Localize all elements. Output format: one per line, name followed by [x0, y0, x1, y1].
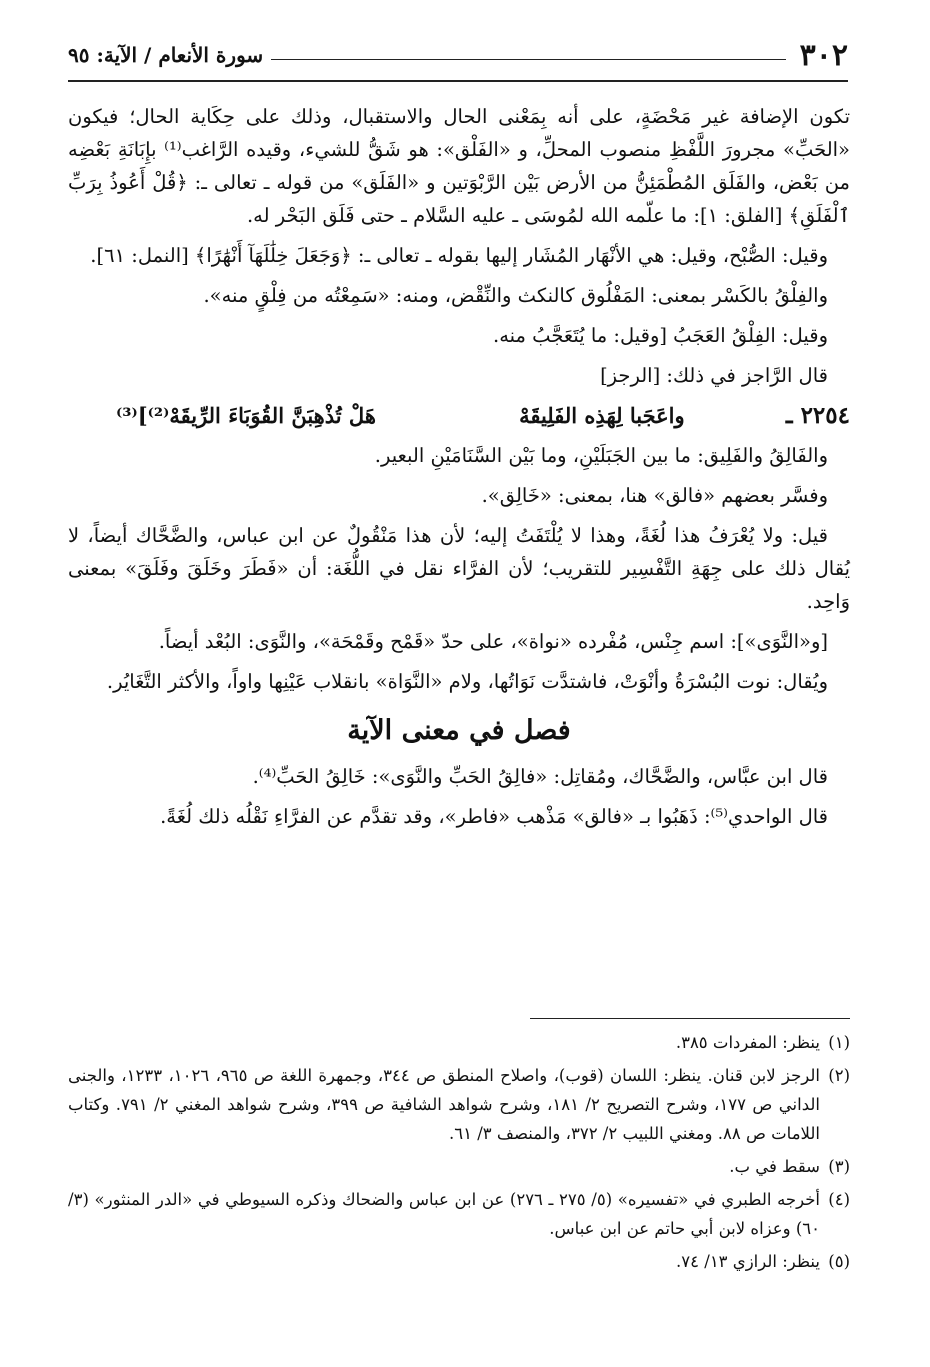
footnote-number: (٢)	[828, 1066, 850, 1085]
poem-second-hemistich: هَلْ تُذْهِبَنَّ القُوَبَاءَ الرِّيقَهْ⁽²⁾]⁽³⁾	[115, 403, 376, 428]
paragraph: قال الواحدي⁽⁵⁾: ذَهَبُوا بـ «فالق» مَذْهب «فاطر»، وقد تقدَّم عن الفرَّاءِ نَقْلُه ذلك لُغَةً.	[160, 805, 828, 828]
footnote-divider	[530, 1018, 850, 1019]
paragraph: وقيل: الفِلْقُ العَجَبُ [وقيل: ما يُتَعَجَّبُ منه.	[493, 324, 828, 347]
footnote	[68, 1185, 850, 1243]
paragraph: والفَالِقُ والفَلِيق: ما بين الجَبَلَيْنِ، وما بَيْن السَّنَامَيْنِ البعير.	[374, 444, 828, 467]
main-text	[68, 100, 850, 840]
running-header	[68, 38, 848, 72]
paragraph: وفسَّر بعضهم «فالق» هنا، بمعنى: «خَالِق».	[481, 484, 828, 507]
section-heading: فصل في معنى الآية	[347, 715, 571, 746]
footnote	[68, 1028, 850, 1057]
header-divider	[68, 80, 848, 82]
footnote	[68, 1061, 850, 1148]
footnote-text: ينظر: الرازي ١٣/ ٧٤.	[676, 1252, 820, 1271]
footnote-number: (٣)	[828, 1157, 850, 1176]
header-rule	[271, 59, 786, 60]
paragraph: تكون الإضافة غير مَحْضَةٍ، على أنه بِمَعْنى الحال والاستقبال، وذلك على حِكَاية الحال؛ فيكون «الحَبِّ» مجرورَ اللَّفْظِ منصوب المحلِّ، و «الفَلْق»: هو شَقُّ للشيء، وقيده الرَّاغب⁽¹⁾ بإِبَانَةِ بَعْضِه من بَعْض، والفَلَق المُطْمَئِنُّ من الأرض بَيْن الرَّبْوَتين و «الفَلَق» من قوله ـ تعالى ـ: ﴿قُلْ أَعُوذُ بِرَبِّ ٱلْفَلَقِ﴾ [الفلق: ١]: ما علّمه الله لمُوسَى ـ عليه السَّلام ـ حتى فَلَق البَحْر له.	[68, 105, 850, 227]
poem-verse	[68, 399, 850, 433]
footnote-number: (٥)	[828, 1252, 850, 1271]
paragraph: والفِلْقُ بالكَسْر بمعنى: المَفْلُوق كالنكث والنِّقْض، ومنه: «سَمِعْتُه من فِلْقٍ منه».	[203, 284, 828, 307]
paragraph: وقيل: الصُّبْح، وقيل: هي الأنْهَار المُشَار إليها بقوله ـ تعالى ـ: ﴿وَجَعَلَ خِلَٰلَهَآ أَنْهَٰرًا﴾ [النمل: ٦١].	[90, 244, 828, 267]
poem-first-hemistich: واعَجَبا لِهَذِه الفَلِيقَهْ	[519, 403, 685, 428]
page-number: ٣٠٢	[799, 37, 848, 73]
paragraph: ويُقال: نوت البُسْرَةُ وأنْوَتْ، فاشتدَّت نَوَاتُها، ولام «النَّوَاة» بانقلاب عَيْنِها واواً، والأكثر التَّغَايُر.	[106, 670, 828, 693]
footnote-text: الرجز لابن قنان. ينظر: اللسان (قوب)، واصلاح المنطق ص ٣٤٤، وجمهرة اللغة ص ٩٦٥، ١٠٢٦، ١٢٣٣، والجنى الداني ص ١٧٧، وشرح التصريح ٢/ ١٨١، وشرح شواهد الشافية ص ٣٩٩، وشرح شواهد المغني ٢/ ٧٩١. وكتاب اللامات ص ٨٨. ومغني اللبيب ٢/ ٣٧٢، والمنصف ٣/ ٦١.	[68, 1066, 821, 1143]
paragraph: قيل: ولا يُعْرَفُ هذا لُغَةً، وهذا لا يُلْتَفَتُ إليه؛ لأن هذا مَنْقُولٌ عن ابن عباس، والضَّحَّاك أيضاً، لا يُقال ذلك على جِهَةِ التَّفْسِير للتقريب؛ لأن الفرَّاء نقل في اللُّغَة: أن «فَطَرَ وخَلَقَ وفَلَقَ» بمعنى وَاحِد.	[68, 524, 850, 613]
footnote	[68, 1247, 850, 1276]
footnote-text: أخرجه الطبري في «تفسيره» (٥/ ٢٧٥ ـ ٢٧٦) عن ابن عباس والضحاك وذكره السيوطي في «الدر المنثور» (٣/ ٦٠) وعزاه لابن أبي حاتم عن ابن عباس.	[68, 1190, 821, 1238]
footnote-number: (٤)	[828, 1190, 850, 1209]
paragraph: قال ابن عبَّاس، والضَّحَّاك، ومُقاتِل: «فالِقُ الحَبِّ والنَّوَى»: خَالِقُ الحَبِّ⁽⁴⁾.	[252, 765, 828, 788]
paragraph: [و«النَّوَى»]: اسم جِنْس، مُفْرده «نواة»، على حدّ «قَمْح وقَمْحَة»، والنَّوَى: البُعْد أيضاً.	[158, 630, 828, 653]
footnote-text: سقط في ب.	[729, 1157, 820, 1176]
footnotes	[68, 1028, 850, 1280]
poem-number: ٢٢٥٤ ـ	[785, 402, 850, 429]
footnote	[68, 1152, 850, 1181]
footnote-text: ينظر: المفردات ٣٨٥.	[675, 1033, 820, 1052]
footnote-number: (١)	[828, 1033, 850, 1052]
paragraph: قال الرَّاجز في ذلك: [الرجز]	[600, 364, 828, 387]
surah-verse-title: سورة الأنعام / الآية: ٩٥	[68, 43, 264, 67]
